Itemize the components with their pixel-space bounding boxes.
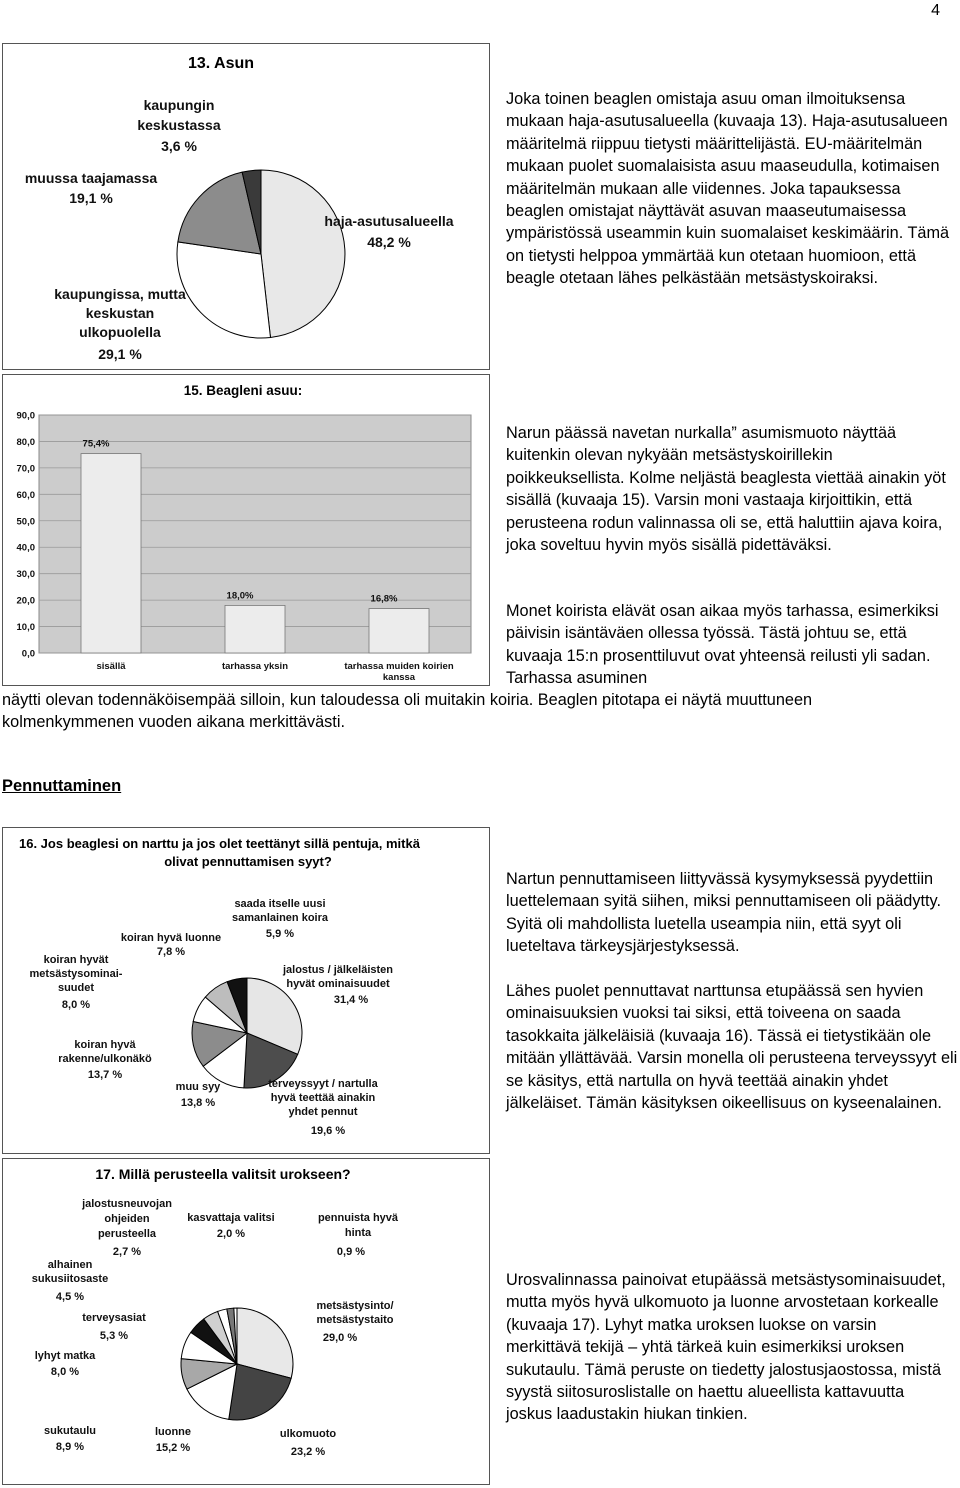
svg-text:metsästystaito: metsästystaito	[316, 1314, 394, 1326]
svg-text:metsästysominai-: metsästysominai-	[29, 968, 123, 980]
chart-13-slice-0	[261, 170, 345, 337]
svg-text:koiran hyvät: koiran hyvät	[43, 954, 109, 966]
chart-15-ytick-4: 40,0	[16, 542, 35, 554]
svg-text:koiran hyvä: koiran hyvä	[74, 1039, 136, 1051]
section-heading: Pennuttaminen	[2, 777, 122, 795]
chart-16-title-line2: olivat pennuttamisen syyt?	[164, 854, 332, 869]
chart-15-ytick-6: 60,0	[16, 489, 35, 501]
paragraph-1: Joka toinen beaglen omistaja asuu oman ilmoituksensa mukaan haja-asutusalueella (kuvaaja 13). Haja-asutusalueen määritelmä riippuu tietysti määrittelijästä. EU-määritelmän mukaan puolet suomalaisista asuu maaseudulla, kotimaisen määritelmän mukaan alle viidennes. Joka tapauksessa beaglen omistajat näyttävät asuvan maaseutumaisessa ympäristössä useammin kuin suomalaiset keskimäärin. Tämä on tietysti helppoa ymmärtää kun otetaan huomioon, että beagle otetaan lähes pelkästään metsästyskoiraksi.	[506, 90, 950, 288]
chart-15-value-label-2: 16,8%	[370, 593, 398, 605]
svg-text:3,6 %: 3,6 %	[161, 138, 197, 154]
svg-text:19,1 %: 19,1 %	[69, 190, 113, 206]
svg-text:keskustassa: keskustassa	[137, 117, 221, 133]
svg-text:jalostus / jälkeläisten: jalostus / jälkeläisten	[282, 964, 394, 976]
chart-13-label-town	[25, 170, 158, 206]
chart-15-svg	[3, 375, 489, 685]
svg-text:19,6 %: 19,6 %	[310, 1125, 346, 1137]
chart-15-value-label-0: 75,4%	[82, 438, 110, 450]
chart-15-ytick-9: 90,0	[16, 410, 35, 422]
chart-15-ytick-7: 70,0	[16, 463, 35, 475]
paragraph-3-right: Monet koirista elävät osan aikaa myös tarhassa, esimerkiksi päivisin isäntäväen ollessa työssä. Tästä johtuu se, että kuvaaja 15:n prosenttiluvut ovat yhteensä reilusti yli sadan. Tarhassa asuminen	[506, 602, 939, 688]
paragraph-2: Narun päässä navetan nurkalla” asumismuoto näyttää kuitenkin olevan nykyään metsästyskoirillekin poikkeuksellista. Kolme neljästä beaglesta viettää ainakin yöt sisällä (kuvaaja 15). Varsin moni vastaaja kirjoittikin, että perusteena rodun valinnassa oli se, että haluttiin ajava koira, joka soveltuu hyvin myös sisällä pidettäväksi.	[506, 424, 946, 555]
svg-text:samanlainen koira: samanlainen koira	[232, 912, 328, 924]
svg-text:5,3 %: 5,3 %	[99, 1330, 129, 1342]
svg-text:yhdet pennut: yhdet pennut	[288, 1106, 358, 1118]
chart-17-label-breeder	[187, 1212, 274, 1240]
chart-17-label-inbreeding	[32, 1259, 108, 1303]
svg-text:lyhyt matka: lyhyt matka	[34, 1350, 96, 1362]
svg-text:terveyssyyt / nartulla: terveyssyyt / nartulla	[268, 1078, 378, 1090]
chart-16-label-build	[58, 1039, 152, 1081]
chart-17-label-advisor	[81, 1198, 172, 1258]
chart-15-category-label-1: tarhassa yksin	[221, 661, 289, 672]
chart-13-svg	[3, 44, 489, 369]
svg-text:5,9 %: 5,9 %	[265, 928, 295, 940]
svg-text:31,4 %: 31,4 %	[333, 994, 369, 1006]
chart-16-label-similar	[232, 898, 329, 940]
paragraph-5: Lähes puolet pennuttavat narttunsa etupäässä sen hyvien ominaisuuksien vuoksi tai siksi, että toiveena on saada tasokkaita jälkeläisiä (kuvaaja 16). Tässä ei tietystikään ole mitään yllättävää. Varsin monella oli perusteena terveyssyyt eli se käsitys, että nartulla on hyvä teettää ainakin yhdet jälkeläiset. Tämän käsityksen oikeellisuus on kyseenalainen.	[506, 982, 958, 1113]
svg-text:8,0 %: 8,0 %	[50, 1366, 80, 1378]
paragraph-6: Urosvalinnassa painoivat etupäässä metsästysominaisuudet, mutta myös hyvä ulkomuoto ja luonne arvostetaan korkealle (kuvaaja 17). Lyhyt matka uroksen luokse on varsin merkittävä tekijä – yhtä tärkeä kuin esimerkiksi uroksen sukutaulu. Tämä peruste on tiedetty jalostusjaostossa, mistä syystä siitosuroslistalle on haettu alueellista kattavuutta joskus laadustakin hiukan tinkien.	[506, 1271, 946, 1424]
svg-text:29,0 %: 29,0 %	[322, 1332, 358, 1344]
svg-text:haja-asutusalueella: haja-asutusalueella	[324, 213, 454, 229]
chart-15-ytick-0: 0,0	[21, 648, 35, 660]
chart-17-label-health	[82, 1312, 146, 1342]
svg-text:ohjeiden: ohjeiden	[104, 1213, 150, 1225]
svg-text:rakenne/ulkonäkö: rakenne/ulkonäkö	[58, 1053, 152, 1065]
chart-15-ytick-5: 50,0	[16, 516, 35, 528]
svg-text:hyvät ominaisuudet: hyvät ominaisuudet	[286, 978, 390, 990]
svg-text:4,5 %: 4,5 %	[55, 1291, 85, 1303]
chart-15-bar-2	[369, 609, 429, 653]
chart-15-category-label-0: sisällä	[96, 661, 126, 672]
chart-16-svg	[3, 828, 489, 1153]
chart-15-bar-1	[225, 605, 285, 653]
chart-17-svg	[3, 1159, 489, 1484]
svg-text:hinta: hinta	[344, 1227, 372, 1239]
svg-text:0,9 %: 0,9 %	[336, 1246, 366, 1258]
chart-13-label-center	[137, 97, 221, 154]
chart-17-label-looks	[280, 1428, 336, 1458]
svg-text:hyvä teettää ainakin: hyvä teettää ainakin	[270, 1092, 376, 1104]
chart-15-value-label-1: 18,0%	[226, 590, 254, 602]
chart-16-label-other	[176, 1081, 222, 1109]
chart-13-figure	[2, 43, 490, 370]
svg-text:keskustan: keskustan	[85, 305, 155, 321]
paragraph-3-wide: näytti olevan todennäköisempää silloin, kun taloudessa oli muitakin koiria. Beaglen pitotapa ei näytä muuttuneen kolmenkymmenen vuoden aikana merkittävästi.	[2, 691, 813, 732]
svg-text:suudet: suudet	[57, 982, 95, 994]
chart-15-ytick-8: 80,0	[16, 436, 35, 448]
chart-15-ytick-3: 30,0	[16, 569, 35, 581]
svg-text:2,0 %: 2,0 %	[216, 1228, 246, 1240]
chart-16-figure	[2, 827, 490, 1154]
chart-17-title: 17. Millä perusteella valitsit urokseen?	[95, 1166, 351, 1182]
chart-15-bar-0	[81, 454, 141, 653]
svg-text:jalostusneuvojan: jalostusneuvojan	[82, 1198, 172, 1210]
chart-15-figure	[2, 374, 490, 686]
chart-16-title-line1: 16. Jos beaglesi on narttu ja jos olet teettänyt sillä pentuja, mitkä	[19, 836, 420, 851]
chart-13-title: 13. Asun	[187, 55, 255, 72]
chart-13-slice-1	[177, 242, 270, 338]
chart-17-label-pedigree	[44, 1425, 96, 1453]
chart-17-label-hunting	[316, 1300, 393, 1344]
chart-15-category-label-2: tarhassa muiden koirien kanssa	[344, 661, 454, 683]
chart-16-label-breeding	[282, 964, 393, 1006]
chart-17-label-price	[318, 1212, 399, 1258]
svg-text:sukutaulu: sukutaulu	[44, 1425, 96, 1437]
svg-text:29,1 %: 29,1 %	[98, 346, 142, 362]
svg-text:15,2 %: 15,2 %	[155, 1442, 191, 1454]
svg-text:metsästysinto/: metsästysinto/	[316, 1300, 394, 1312]
svg-text:48,2 %: 48,2 %	[367, 234, 411, 250]
svg-text:7,8 %: 7,8 %	[156, 946, 186, 958]
svg-text:muu syy: muu syy	[175, 1081, 221, 1093]
page-number: 4	[931, 2, 940, 19]
svg-text:kaupungissa, mutta: kaupungissa, mutta	[54, 286, 186, 302]
svg-text:kaupungin: kaupungin	[143, 97, 215, 113]
chart-15-title: 15. Beagleni asuu:	[183, 383, 303, 398]
svg-text:saada itselle uusi: saada itselle uusi	[234, 898, 326, 910]
chart-15-ytick-2: 20,0	[16, 595, 35, 607]
paragraph-4: Nartun pennuttamiseen liittyvässä kysymyksessä pyydettiin luettelemaan syitä siihen, miksi pennuttamiseen oli päädytty. Syitä oli mahdollista luetella useampia niin, että syyt oli lueteltava tärkeysjärjestyksessä.	[506, 870, 941, 956]
chart-17-figure	[2, 1158, 490, 1485]
svg-text:sukusiitosaste: sukusiitosaste	[31, 1273, 109, 1285]
svg-text:8,9 %: 8,9 %	[55, 1441, 85, 1453]
chart-15-ytick-1: 10,0	[16, 622, 35, 634]
svg-text:muussa taajamassa: muussa taajamassa	[24, 170, 158, 186]
chart-16-label-hunting	[30, 954, 123, 1011]
svg-text:perusteella: perusteella	[97, 1228, 157, 1240]
svg-text:13,7 %: 13,7 %	[87, 1069, 123, 1081]
svg-text:kasvattaja valitsi: kasvattaja valitsi	[187, 1212, 275, 1224]
svg-text:8,0 %: 8,0 %	[61, 999, 91, 1011]
svg-text:13,8 %: 13,8 %	[180, 1097, 216, 1109]
chart-16-label-health	[268, 1078, 378, 1137]
chart-16-label-temper	[121, 932, 221, 958]
svg-text:luonne: luonne	[154, 1426, 192, 1438]
svg-text:23,2 %: 23,2 %	[290, 1446, 326, 1458]
chart-17-label-distance	[35, 1350, 96, 1378]
svg-text:alhainen: alhainen	[47, 1259, 93, 1271]
svg-text:ulkopuolella: ulkopuolella	[79, 324, 161, 340]
svg-text:ulkomuoto: ulkomuoto	[279, 1428, 337, 1440]
chart-13-label-suburb	[54, 286, 186, 362]
chart-17-label-temper	[155, 1426, 191, 1454]
svg-text:pennuista hyvä: pennuista hyvä	[317, 1212, 399, 1224]
svg-text:koiran hyvä luonne: koiran hyvä luonne	[120, 932, 222, 944]
svg-text:2,7 %: 2,7 %	[112, 1246, 142, 1258]
svg-text:terveysasiat: terveysasiat	[82, 1312, 146, 1324]
